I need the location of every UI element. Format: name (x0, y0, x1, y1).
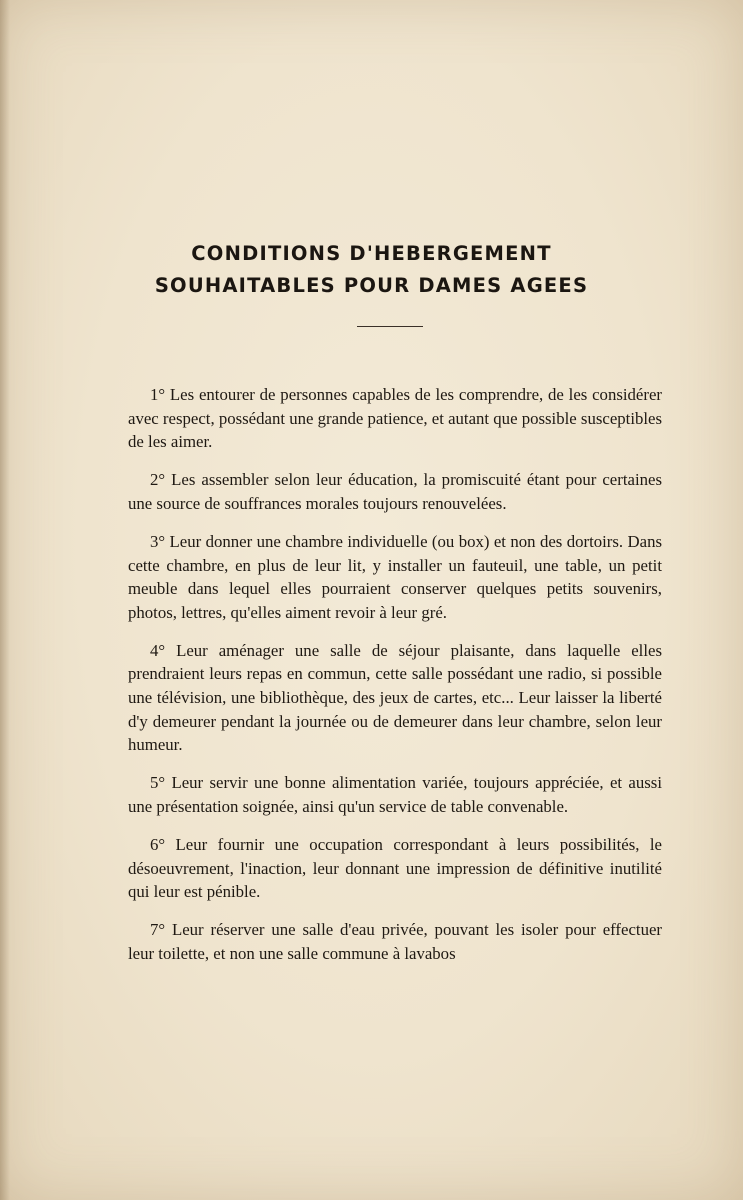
paragraph-text: Leur fournir une occupation correspondant à leurs possibilités, le désoeuvrement, l'inaction, leur donnant une impression de définitive inutilité qui leur est pénible. (128, 835, 662, 902)
paragraph-2 (128, 468, 662, 515)
paragraph-number: 3° (150, 531, 166, 551)
paragraph-number: 2° (150, 470, 166, 490)
paragraph-number: 7° (150, 920, 166, 940)
title-line-2: SOUHAITABLES POUR DAMES AGEES (154, 274, 589, 297)
page-edge-shadow (0, 0, 10, 1200)
paragraph-number: 6° (150, 835, 166, 854)
paragraph-4 (128, 639, 662, 757)
paragraph-5 (128, 771, 662, 818)
paragraph-6 (128, 833, 662, 904)
paragraph-text: Les entourer de personnes capables de les comprendre, de les considérer avec respect, possédant une grande patience, et autant que possible susceptibles de les aimer. (128, 385, 663, 452)
document-title (0, 238, 743, 302)
paragraph-number: 1° (150, 385, 166, 404)
paragraph-7 (128, 918, 662, 965)
paragraph-1 (128, 383, 662, 454)
title-divider (357, 326, 423, 327)
document-body (128, 383, 662, 980)
paragraph-text: Leur réserver une salle d'eau privée, pouvant les isoler pour effectuer leur toilette, et non une salle commune à lavabos (128, 920, 662, 963)
paragraph-text: Leur aménager une salle de séjour plaisante, dans laquelle elles prendraient leurs repas en commun, cette salle possédant une radio, si possible une télévision, une bibliothèque, des jeux de cartes, etc... Leur laisser la liberté d'y demeurer pendant la journée ou de demeurer dans leur chambre, selon leur humeur. (128, 640, 662, 755)
paragraph-text: Leur donner une chambre individuelle (ou box) et non des dortoirs. Dans cette chambre, en plus de leur lit, y installer un fauteuil, une table, un petit meuble dans lequel elles pourraient conserver quelques petits souvenirs, photos, lettres, qu'elles aiment revoir à leur gré. (128, 531, 662, 622)
title-line-1: CONDITIONS D'HEBERGEMENT (191, 242, 552, 265)
paragraph-text: Les assembler selon leur éducation, la promiscuité étant pour certaines une source de souffrances morales toujours renouvelées. (128, 470, 662, 513)
paragraph-3 (128, 530, 662, 624)
paragraph-text: Leur servir une bonne alimentation variée, toujours appréciée, et aussi une présentation soignée, ainsi qu'un service de table convenable. (128, 773, 662, 816)
paragraph-number: 5° (150, 773, 166, 793)
paragraph-number: 4° (150, 640, 166, 660)
